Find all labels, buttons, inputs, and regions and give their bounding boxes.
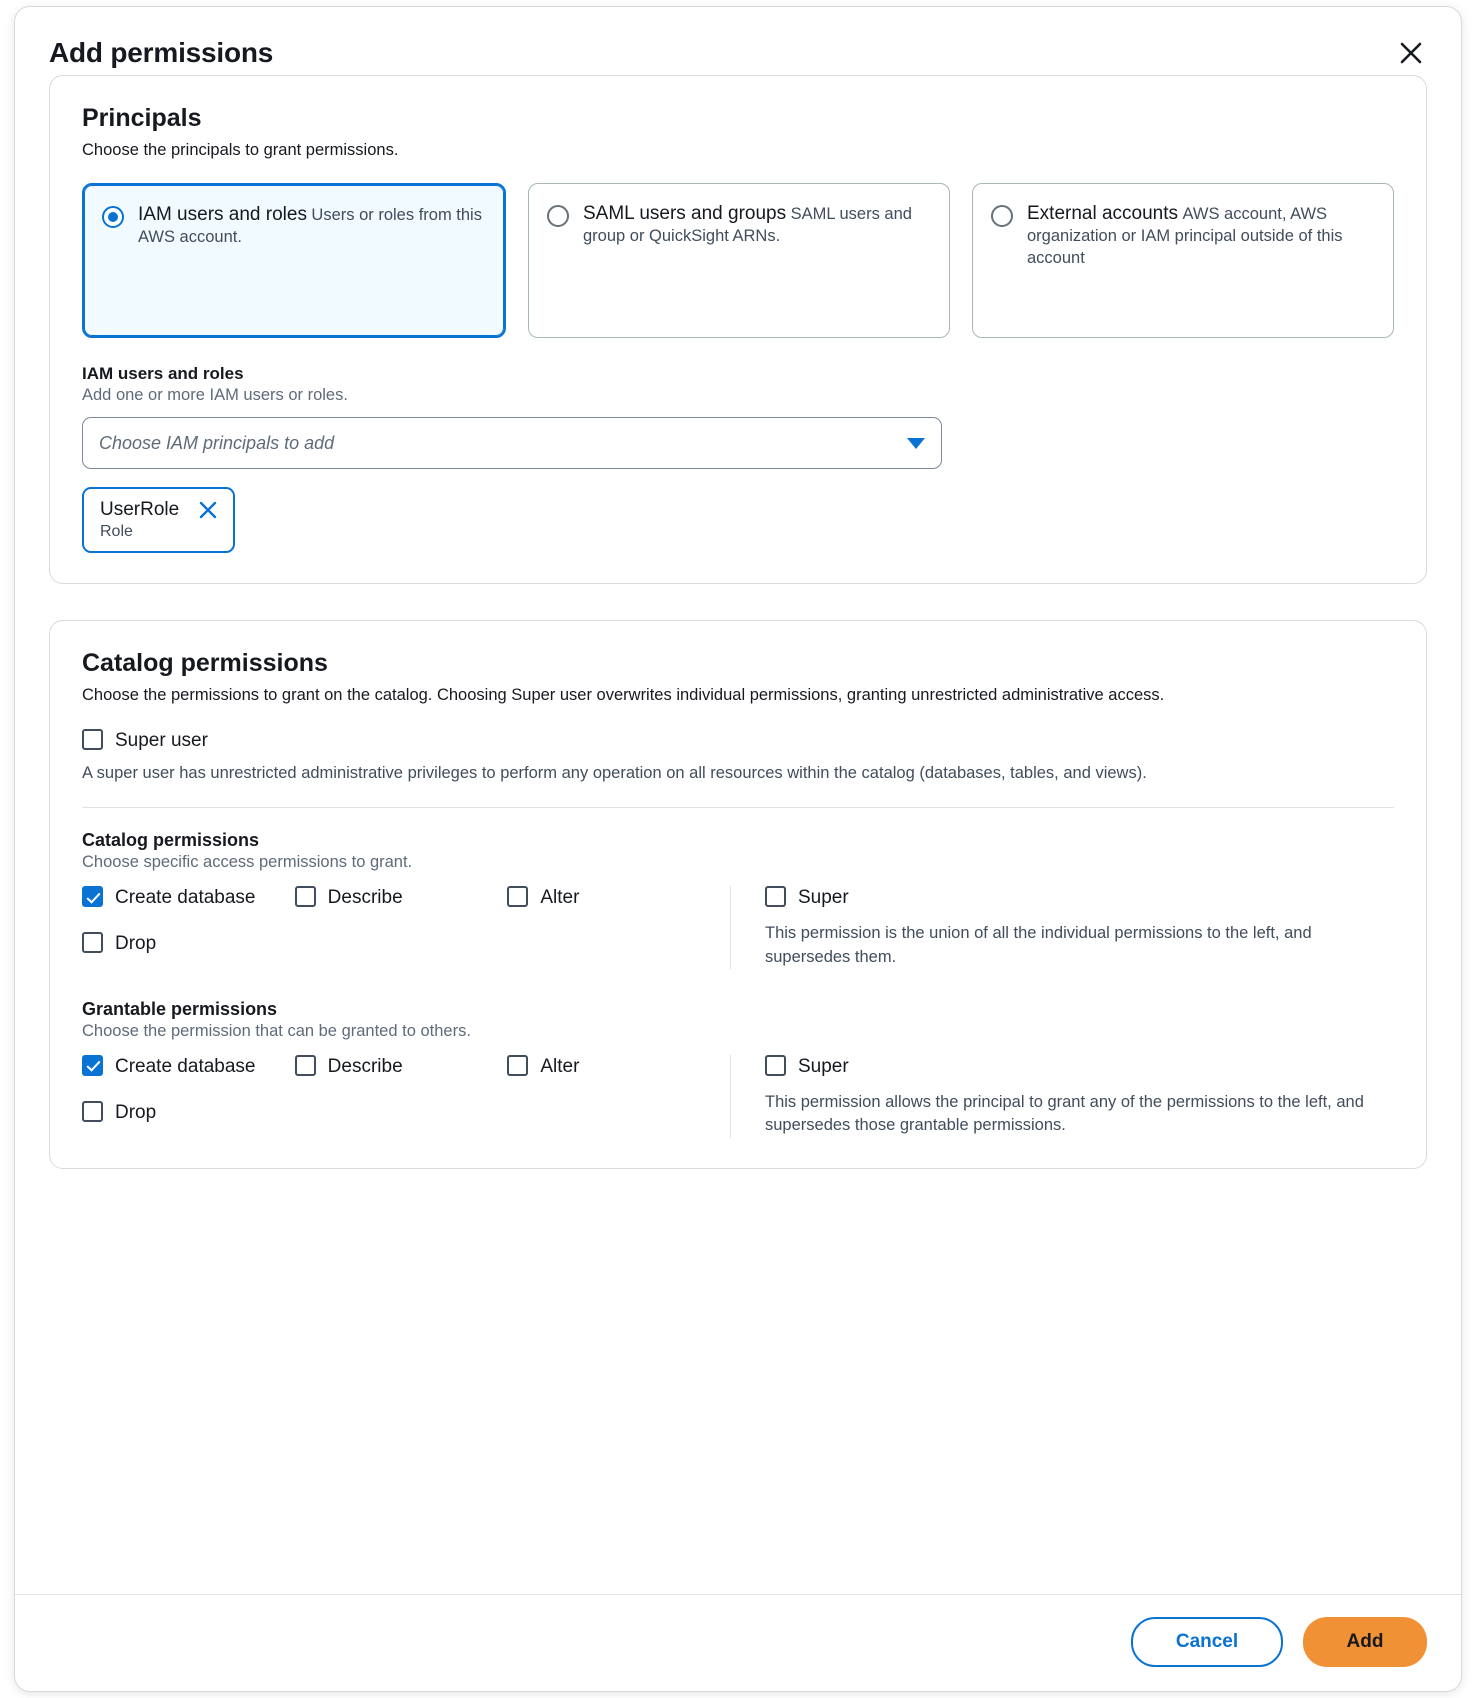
dialog-body — [15, 75, 1461, 1594]
catalog-permissions-subhint: Choose specific access permissions to grant. — [82, 853, 413, 872]
principals-card — [49, 75, 1427, 584]
permission-create-database-row[interactable] — [82, 886, 295, 910]
principal-option-label: External accounts — [1027, 203, 1179, 225]
selected-principal-token — [82, 487, 235, 553]
permission-create-database-checkbox[interactable] — [82, 886, 103, 907]
close-icon[interactable] — [1391, 33, 1431, 73]
principal-option-description: Users or roles from this AWS account. — [138, 206, 482, 247]
grantable-permissions-subheading: Grantable permissions — [82, 998, 278, 1019]
permission-super-description: This permission is the union of all the individual permissions to the left, and supersedes them. — [765, 924, 1312, 966]
permission-drop-row[interactable] — [82, 932, 720, 956]
section-divider — [82, 807, 1394, 808]
permission-drop-label: Drop — [115, 933, 157, 955]
catalog-permissions-description: Choose the permissions to grant on the catalog. Choosing Super user overwrites individual permissions, granting unrestricted administrative access. — [82, 686, 1165, 705]
super-user-checkbox[interactable] — [82, 729, 103, 750]
iam-principals-field-label: IAM users and roles — [82, 364, 244, 384]
grantable-drop-checkbox[interactable] — [82, 1101, 103, 1122]
principal-option-label: SAML users and groups — [583, 203, 787, 225]
grantable-super-checkbox[interactable] — [765, 1055, 786, 1076]
super-user-description: A super user has unrestricted administrative privileges to perform any operation on all resources within the catalog (databases, tables, and views). — [82, 764, 1147, 783]
principal-type-radio-group — [82, 183, 1394, 338]
permission-drop-checkbox[interactable] — [82, 932, 103, 953]
principals-description: Choose the principals to grant permissions. — [82, 141, 399, 159]
super-user-label: Super user — [115, 729, 208, 751]
permission-super-checkbox[interactable] — [765, 886, 786, 907]
radio-icon — [991, 205, 1013, 227]
grantable-create-database-checkbox[interactable] — [82, 1055, 103, 1076]
permission-describe-row[interactable] — [295, 886, 508, 910]
grantable-permissions-subhint: Choose the permission that can be granted to others. — [82, 1021, 471, 1040]
radio-icon — [547, 205, 569, 227]
iam-principals-select[interactable] — [82, 417, 942, 469]
principal-option-external-accounts[interactable] — [972, 183, 1394, 338]
grantable-drop-row[interactable] — [82, 1101, 720, 1125]
dialog-footer — [15, 1594, 1461, 1691]
grantable-alter-label: Alter — [540, 1055, 580, 1077]
token-remove-icon[interactable] — [197, 499, 219, 521]
iam-principals-field-hint: Add one or more IAM users or roles. — [82, 386, 348, 405]
permission-alter-row[interactable] — [507, 886, 720, 910]
catalog-permissions-card — [49, 620, 1427, 1168]
permission-create-database-label: Create database — [115, 887, 256, 909]
grantable-super-description: This permission allows the principal to grant any of the permissions to the left, and supersedes those grantable permissions. — [765, 1092, 1364, 1135]
grantable-create-database-row[interactable] — [82, 1055, 295, 1079]
token-sublabel: Role — [100, 523, 133, 541]
grantable-describe-checkbox[interactable] — [295, 1055, 316, 1076]
permission-describe-label: Describe — [327, 887, 403, 909]
super-user-checkbox-row[interactable] — [82, 729, 1394, 753]
grantable-alter-row[interactable] — [507, 1055, 720, 1079]
grantable-describe-row[interactable] — [295, 1055, 508, 1079]
principals-heading: Principals — [82, 104, 202, 132]
principal-option-description: SAML users and group or QuickSight ARNs. — [583, 205, 912, 246]
grantable-permissions-grid — [82, 1055, 1394, 1138]
catalog-permissions-grid — [82, 886, 1394, 969]
add-permissions-dialog — [14, 6, 1462, 1692]
permission-alter-label: Alter — [540, 887, 580, 909]
permission-alter-checkbox[interactable] — [507, 886, 528, 907]
permission-super-row[interactable] — [765, 886, 1394, 910]
iam-principals-select-placeholder: Choose IAM principals to add — [99, 432, 335, 453]
add-button[interactable]: Add — [1303, 1617, 1427, 1667]
dialog-header — [15, 7, 1461, 75]
permission-super-label: Super — [798, 887, 849, 909]
principal-option-description: AWS account, AWS organization or IAM principal outside of this account — [1027, 205, 1343, 267]
cancel-button[interactable]: Cancel — [1131, 1617, 1283, 1667]
principal-option-iam-users-and-roles[interactable] — [82, 183, 506, 338]
token-label: UserRole — [100, 499, 180, 521]
permission-describe-checkbox[interactable] — [295, 886, 316, 907]
catalog-permissions-heading: Catalog permissions — [82, 649, 328, 678]
chevron-down-icon — [907, 438, 925, 449]
grantable-describe-label: Describe — [327, 1055, 403, 1077]
grantable-super-row[interactable] — [765, 1055, 1394, 1079]
grantable-super-label: Super — [798, 1055, 849, 1077]
principal-option-label: IAM users and roles — [138, 204, 307, 226]
grantable-create-database-label: Create database — [115, 1055, 256, 1077]
principal-option-saml-users-and-groups[interactable] — [528, 183, 950, 338]
page-title: Add permissions — [49, 37, 274, 68]
grantable-drop-label: Drop — [115, 1101, 157, 1123]
catalog-permissions-subheading: Catalog permissions — [82, 830, 260, 851]
grantable-alter-checkbox[interactable] — [507, 1055, 528, 1076]
radio-icon — [102, 206, 124, 228]
